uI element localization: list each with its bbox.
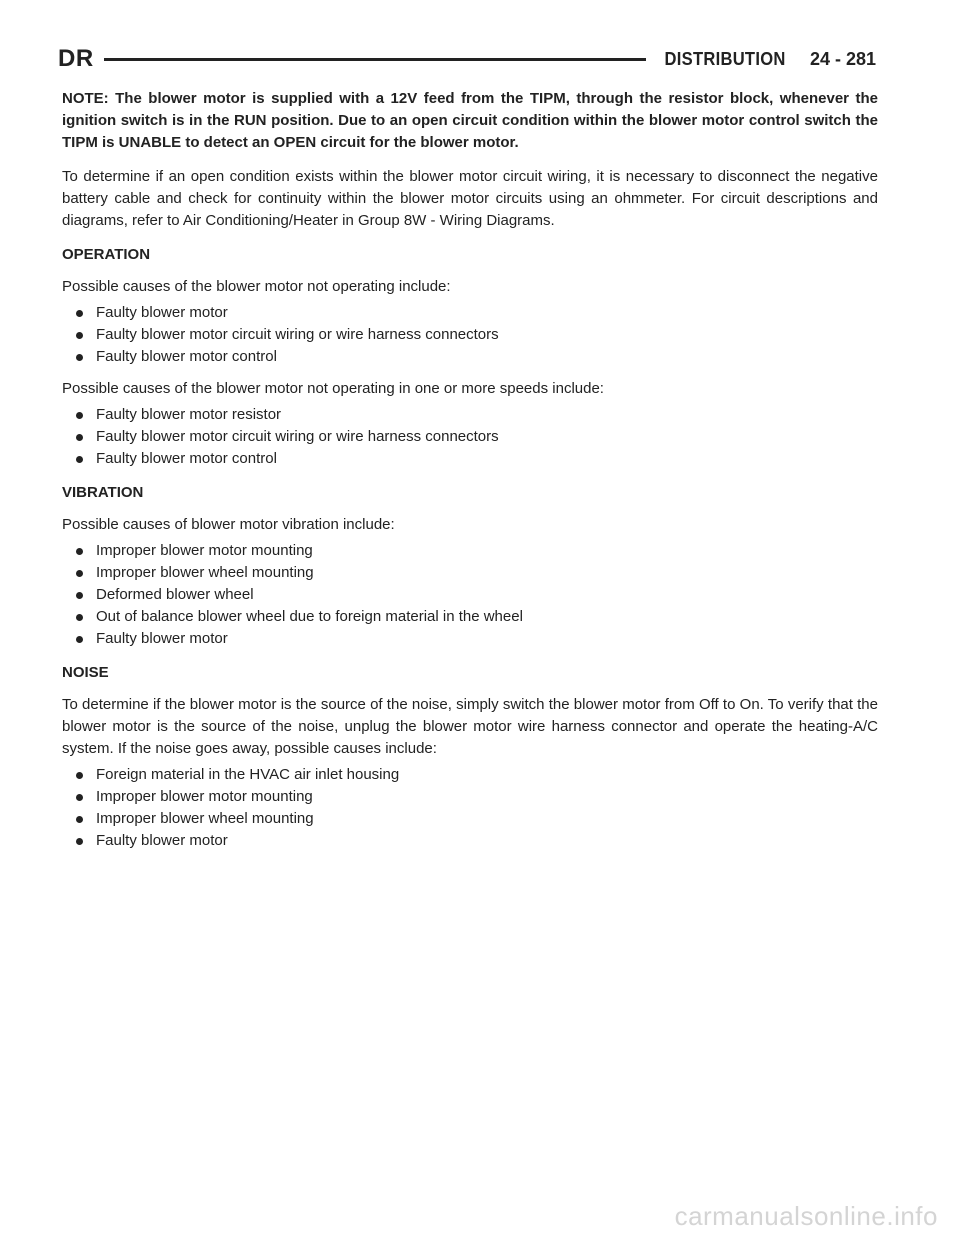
- bullet-icon: [76, 548, 83, 555]
- bullet-icon: [76, 570, 83, 577]
- list-item: Faulty blower motor: [76, 628, 878, 650]
- list-item: Improper blower wheel mounting: [76, 562, 878, 584]
- section-title: DISTRIBUTION: [664, 48, 786, 69]
- bullet-icon: [76, 412, 83, 419]
- operation-intro-1: Possible causes of the blower motor not operating include:: [62, 278, 451, 295]
- manual-code: DR: [58, 45, 94, 72]
- page-number: 24 - 281: [809, 48, 876, 69]
- bullet-icon: [76, 816, 83, 823]
- note-paragraph: NOTE: The blower motor is supplied with a 12V feed from the TIPM, through the resistor block, whenever the ignition switch is in the RUN position. Due to an open circuit condition within the blower motor control switch the TIPM is UNABLE to detect an OPEN circuit for the blower motor.: [62, 90, 878, 151]
- list-item: Improper blower motor mounting: [76, 540, 878, 562]
- bullet-icon: [76, 354, 83, 361]
- list-item: Faulty blower motor: [76, 830, 878, 852]
- header-rule: [104, 58, 647, 61]
- operation-list-2: [62, 404, 878, 470]
- noise-list: [62, 764, 878, 852]
- list-item: Faulty blower motor circuit wiring or wire harness connectors: [76, 324, 878, 346]
- list-item: Faulty blower motor: [76, 302, 878, 324]
- vibration-intro: Possible causes of blower motor vibration include:: [62, 516, 395, 533]
- list-item: Deformed blower wheel: [76, 584, 878, 606]
- operation-intro-2: Possible causes of the blower motor not operating in one or more speeds include:: [62, 380, 604, 397]
- bullet-icon: [76, 794, 83, 801]
- bullet-icon: [76, 772, 83, 779]
- bullet-icon: [76, 434, 83, 441]
- noise-paragraph: To determine if the blower motor is the source of the noise, simply switch the blower motor from Off to On. To verify that the blower motor is the source of the noise, unplug the blower motor wire harness connector and operate the heating-A/C system. If the noise goes away, possible causes include:: [62, 696, 878, 757]
- bullet-icon: [76, 456, 83, 463]
- bullet-icon: [76, 310, 83, 317]
- bullet-icon: [76, 614, 83, 621]
- vibration-list: [62, 540, 878, 650]
- bullet-icon: [76, 636, 83, 643]
- list-item: Faulty blower motor control: [76, 346, 878, 368]
- operation-list-1: [62, 302, 878, 368]
- list-item: Faulty blower motor control: [76, 448, 878, 470]
- bullet-icon: [76, 332, 83, 339]
- bullet-icon: [76, 838, 83, 845]
- noise-heading: NOISE: [62, 664, 109, 681]
- operation-heading: OPERATION: [62, 246, 151, 263]
- bullet-icon: [76, 592, 83, 599]
- list-item: Improper blower motor mounting: [76, 786, 878, 808]
- page-header: [58, 44, 876, 74]
- intro-paragraph: To determine if an open condition exists within the blower motor circuit wiring, it is necessary to disconnect the negative battery cable and check for continuity within the blower motor circuits using an ohmmeter. For circuit descriptions and diagrams, refer to Air Conditioning/Heater in Group 8W - Wiring Diagrams.: [62, 168, 878, 229]
- page-content: [62, 88, 878, 852]
- list-item: Out of balance blower wheel due to foreign material in the wheel: [76, 606, 878, 628]
- watermark: carmanualsonline.info: [674, 1201, 938, 1231]
- list-item: Foreign material in the HVAC air inlet housing: [76, 764, 878, 786]
- list-item: Improper blower wheel mounting: [76, 808, 878, 830]
- list-item: Faulty blower motor circuit wiring or wire harness connectors: [76, 426, 878, 448]
- list-item: Faulty blower motor resistor: [76, 404, 878, 426]
- vibration-heading: VIBRATION: [62, 484, 144, 501]
